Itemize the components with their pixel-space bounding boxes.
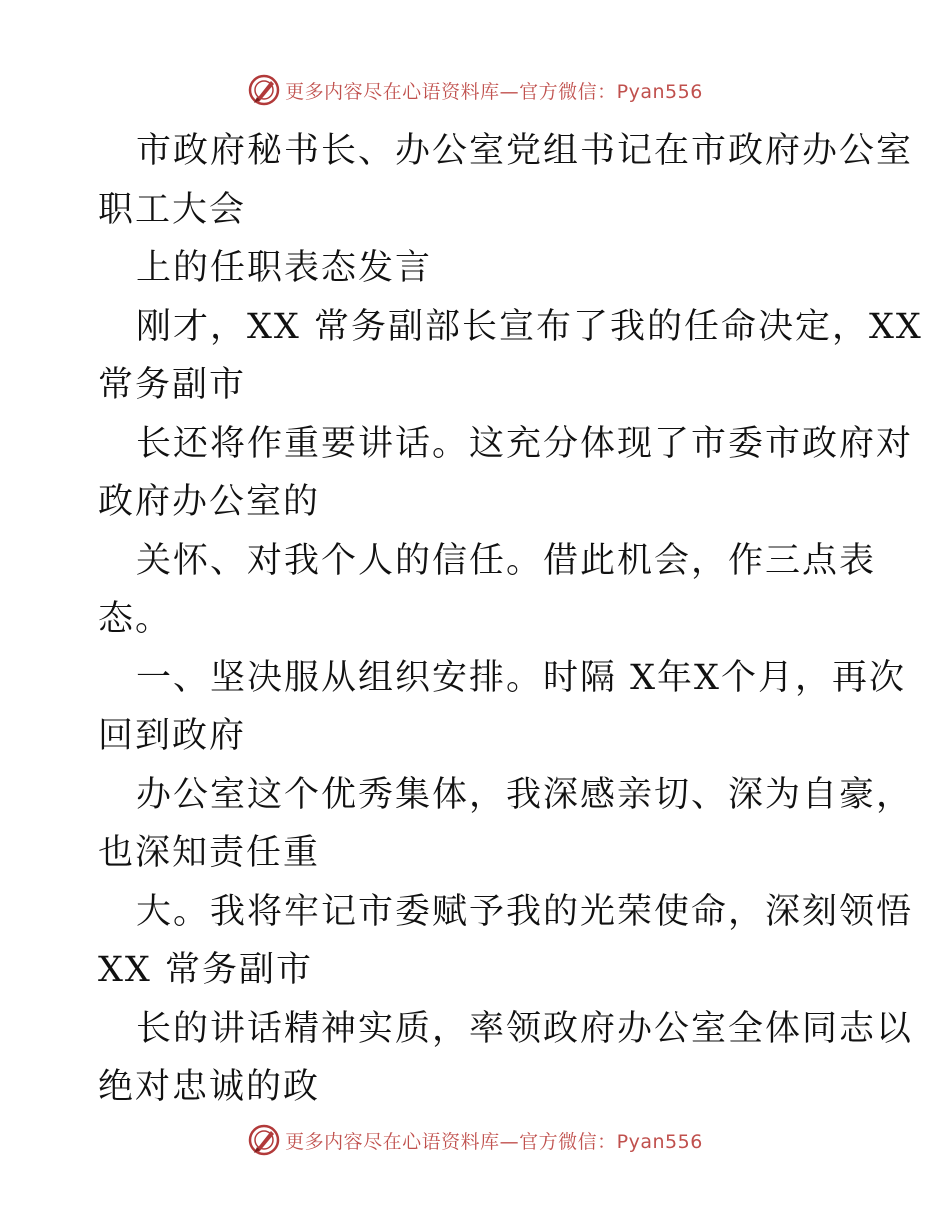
text-line: 态。 <box>98 599 173 639</box>
text-line: 关怀、对我个人的信任。借此机会，作三点表 <box>136 540 877 581</box>
text-line: 政府办公室的 <box>98 482 321 522</box>
footer-banner <box>0 1120 950 1160</box>
text-line: 长还将作重要讲话。这充分体现了市委市政府对 <box>136 423 914 464</box>
text-line: 办公室这个优秀集体，我深感亲切、深为自豪， <box>136 774 914 815</box>
text-line: 职工大会 <box>98 189 247 230</box>
banner-text: 更多内容尽在心语资料库—官方微信：Pyan556 <box>285 1130 703 1153</box>
header-banner <box>0 70 950 110</box>
text-line: 绝对忠诚的政 <box>98 1067 321 1107</box>
document-body <box>98 122 923 1117</box>
text-line: 刚才，XX 常务副部长宣布了我的任命决定，XX <box>136 306 923 347</box>
pen-logo-icon <box>247 73 281 107</box>
text-line: 市政府秘书长、办公室党组书记在市政府办公室 <box>136 131 914 171</box>
text-line: 大。我将牢记市委赋予我的光荣使命，深刻领悟 <box>136 891 914 932</box>
banner-text: 更多内容尽在心语资料库—官方微信：Pyan556 <box>285 80 703 103</box>
pen-logo-icon <box>247 1123 281 1157</box>
text-line: 长的讲话精神实质，率领政府办公室全体同志以 <box>136 1008 914 1049</box>
text-line: 回到政府 <box>98 716 247 756</box>
text-line: XX 常务副市 <box>98 950 313 990</box>
text-line: 上的任职表态发言 <box>136 248 433 288</box>
text-line: 也深知责任重 <box>98 833 321 873</box>
text-line: 常务副市 <box>98 365 247 405</box>
text-line: 一、坚决服从组织安排。时隔 X年X个月，再次 <box>136 657 906 698</box>
